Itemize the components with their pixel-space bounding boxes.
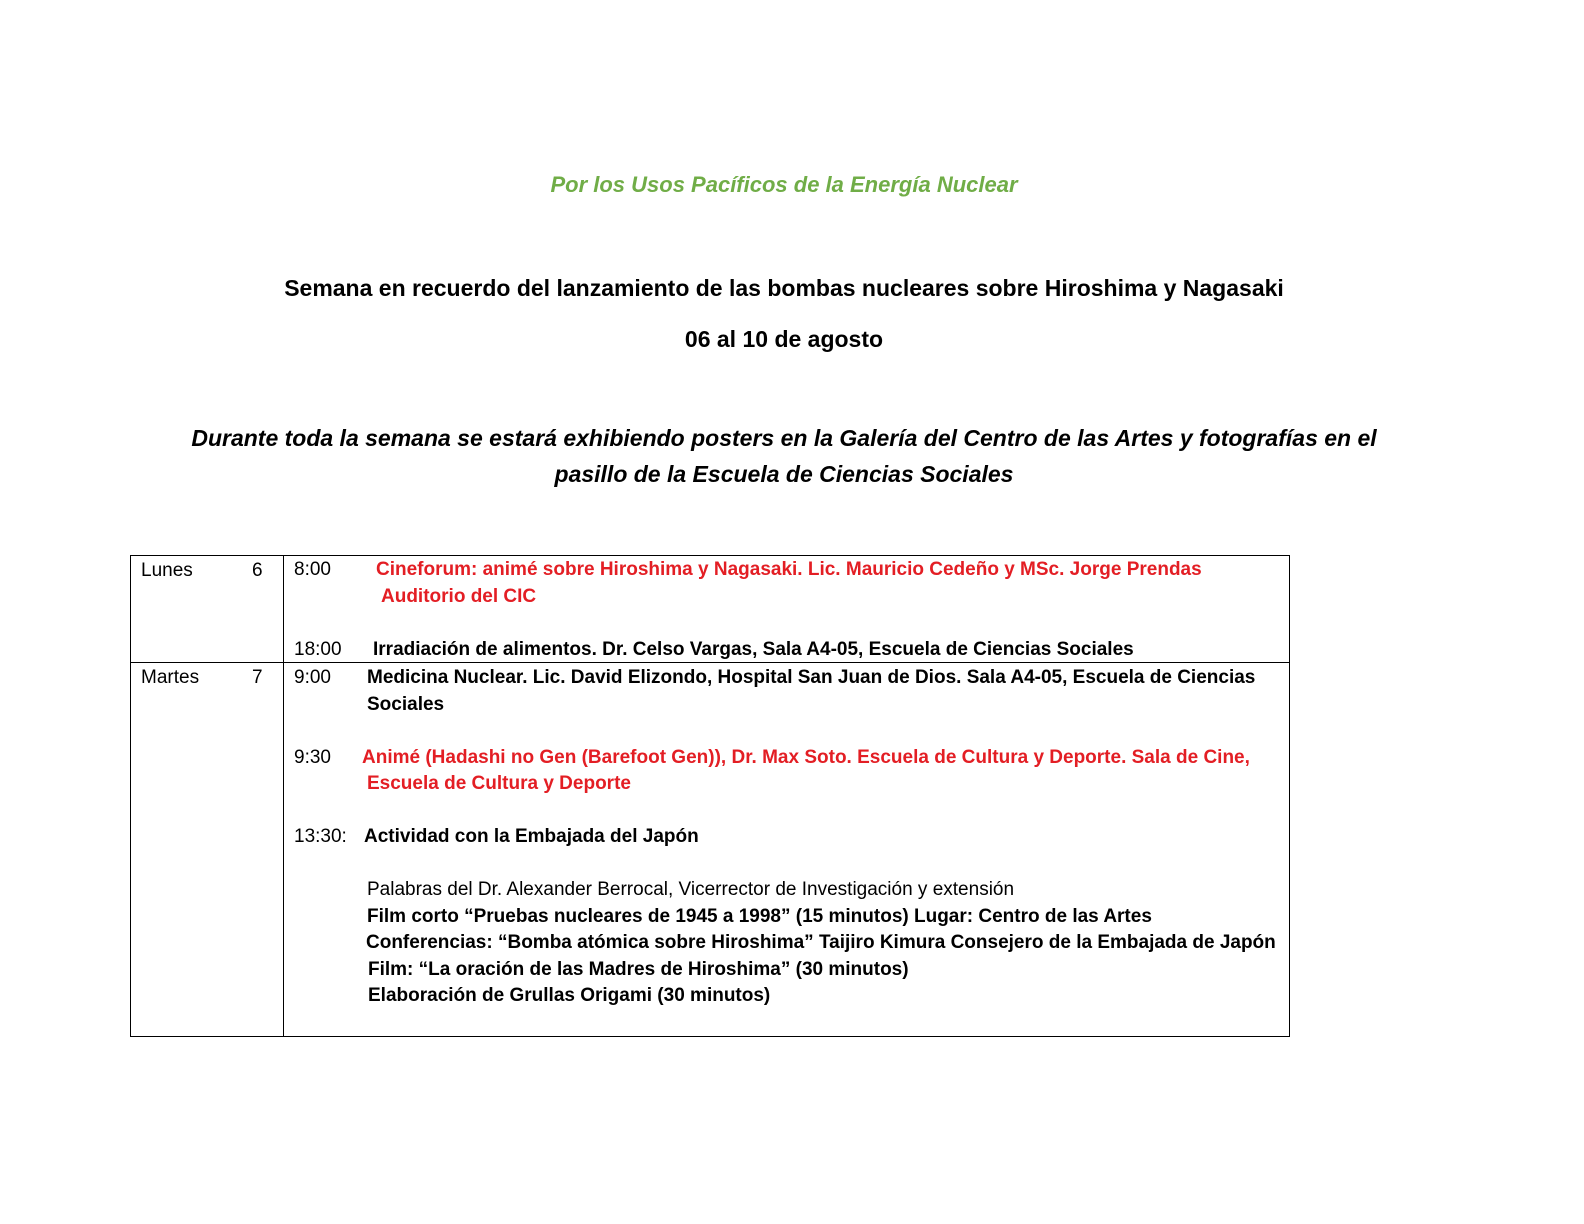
event-detail: Film corto “Pruebas nucleares de 1945 a 1998” (15 minutos) Lugar: Centro de las Artes bbox=[367, 906, 1152, 927]
event-title: Cineforum: animé sobre Hiroshima y Nagasaki. Lic. Mauricio Cedeño y MSc. Jorge Prendas bbox=[376, 559, 1202, 580]
event-location: Auditorio del CIC bbox=[381, 586, 537, 607]
event-title: Animé (Hadashi no Gen (Barefoot Gen)), Dr. Max Soto. Escuela de Cultura y Deporte. Sala de Cine, bbox=[362, 747, 1250, 768]
notice-line-1: Durante toda la semana se estará exhibiendo posters en la Galería del Centro de las Artes y fotografías en el bbox=[191, 425, 1377, 451]
event-title: Irradiación de alimentos. Dr. Celso Vargas, Sala A4-05, Escuela de Ciencias Sociales bbox=[373, 639, 1134, 660]
events-cell-monday bbox=[284, 556, 1289, 662]
day-cell-tuesday bbox=[131, 663, 284, 1036]
schedule-table bbox=[130, 555, 1290, 1037]
exhibition-notice bbox=[150, 420, 1418, 492]
event-time: 13:30: bbox=[294, 826, 347, 847]
table-row-monday bbox=[131, 556, 1289, 662]
event-detail: Film: “La oración de las Madres de Hiroshima” (30 minutos) bbox=[368, 959, 909, 980]
day-number: 6 bbox=[252, 560, 263, 581]
event-time: 9:30 bbox=[294, 747, 331, 768]
events-cell-tuesday bbox=[284, 663, 1289, 1036]
tagline: Por los Usos Pacíficos de la Energía Nuclear bbox=[550, 172, 1018, 197]
event-title: Actividad con la Embajada del Japón bbox=[364, 826, 699, 847]
event-detail: Elaboración de Grullas Origami (30 minutos) bbox=[368, 985, 771, 1006]
page-title: Semana en recuerdo del lanzamiento de las bombas nucleares sobre Hiroshima y Nagasaki bbox=[284, 275, 1284, 301]
event-title-cont: Sociales bbox=[367, 694, 445, 715]
notice-line-2: pasillo de la Escuela de Ciencias Sociales bbox=[554, 461, 1014, 487]
event-time: 18:00 bbox=[294, 639, 342, 660]
day-name: Martes bbox=[141, 667, 200, 688]
day-cell-monday bbox=[131, 556, 284, 662]
event-time: 8:00 bbox=[294, 559, 331, 580]
event-time: 9:00 bbox=[294, 667, 331, 688]
day-number: 7 bbox=[252, 667, 263, 688]
event-title: Medicina Nuclear. Lic. David Elizondo, Hospital San Juan de Dios. Sala A4-05, Escuela de Ciencias bbox=[367, 667, 1256, 688]
event-detail: Palabras del Dr. Alexander Berrocal, Vicerrector de Investigación y extensión bbox=[367, 879, 1015, 900]
event-dates: 06 al 10 de agosto bbox=[684, 326, 884, 352]
event-detail: Conferencias: “Bomba atómica sobre Hiroshima” Taijiro Kimura Consejero de la Embajada de Japón bbox=[366, 932, 1276, 953]
event-location: Escuela de Cultura y Deporte bbox=[367, 773, 631, 794]
day-name: Lunes bbox=[141, 560, 193, 581]
table-row-tuesday bbox=[131, 662, 1289, 1036]
